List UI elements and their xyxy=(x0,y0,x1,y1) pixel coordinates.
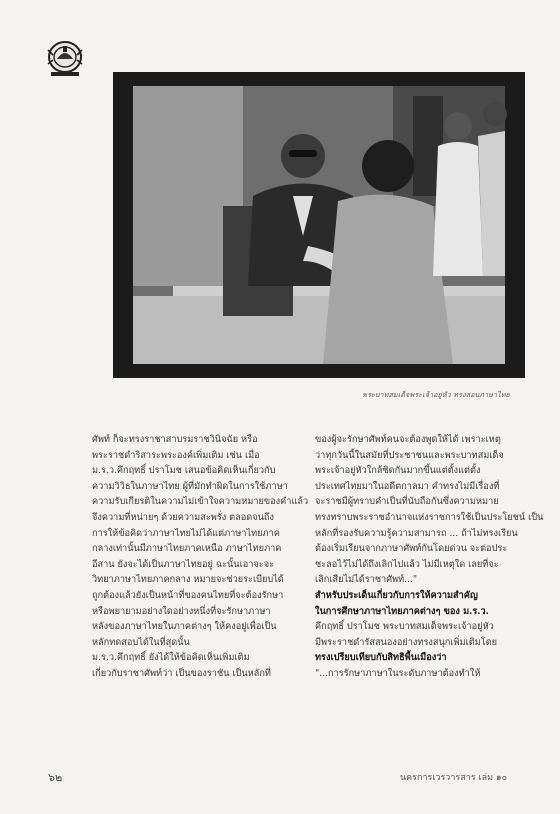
text-line: ว่าทุกวันนี้ในสมัยที่ประชาชนและพระบาทสมเด็จ xyxy=(315,449,504,461)
text-line: จึงความที่หน่ายๆ ด้วยความสะพรั่ง ตลอดจนถึง xyxy=(92,511,274,523)
photo-caption: พระบาทสมเด็จพระเจ้าอยู่หัว ทรงสอบภาษาไทย xyxy=(362,391,510,399)
text-line: ของผู้จะรักษาศัพท์คนจะต้องพูดให้ได้ เพราะเหตุ xyxy=(315,434,501,445)
text-line: ความรับเกียรติในความไม่เข้าใจความหมายของคำแล้ว xyxy=(92,496,309,508)
text-line: "...การรักษาภาษาในระดับภาษาต้องทำให้ xyxy=(315,667,481,679)
text-line: หลังของภาษาไทยในภาคต่างๆ ให้คงอยู่เพื่อเป็น xyxy=(92,621,277,633)
text-line: คึกฤทธิ์ ปราโมช พระบาทสมเด็จพระเจ้าอยู่หัว xyxy=(315,621,494,633)
text-line: เกี่ยวกับราชาศัพท์ว่า เป็นของราชัน เป็นหลักที่ xyxy=(92,667,271,679)
text-line: ศัพท์ ก็จะทรงราชาสาบรมราชวินิจฉัย หรือ xyxy=(92,434,258,445)
text-line: หรือพยายามอย่างใดอย่างหนึ่งที่จะรักษาภาษา xyxy=(92,605,271,617)
text-line: ม.ร.ว.คึกฤทธิ์ ปราโมช เสนอข้อคิดเห็นเกี่ยวกับ xyxy=(92,465,276,477)
left-column xyxy=(92,432,309,682)
text-line: ในการศึกษาภาษาไทยภาคต่างๆ ของ ม.ร.ว. xyxy=(315,605,489,617)
text-line: ความวิวิธในภาษาไทย ผู้ที่มักทำผิดในการใช้ภาษา xyxy=(92,480,288,492)
photograph xyxy=(113,72,525,378)
page-number: ๖๒ xyxy=(48,771,63,784)
text-line: พระราชดำริสาระพระองค์เพิ่มเติม เช่น เมื่อ xyxy=(92,449,260,461)
text-line: เลิกเสียไม่ได้ราชาศัพท์..." xyxy=(315,574,418,586)
text-line: วิทยาภาษาไทยภาคกลาง หมายจะช่วยระเบียบได้ xyxy=(92,574,284,586)
text-line: ต้องเริ่มเรียนจากภาษาศัพท์กันโดยด่วน จะต่อประ xyxy=(315,543,508,555)
text-line: สำหรับประเด็นเกี่ยวกับการให้ความสำคัญ xyxy=(315,589,478,601)
text-line: อีสาน ยังจะได้เป็นภาษาไทยอยู่ ฉะนั้นเอาจะจะ xyxy=(92,558,275,570)
text-line: พระเจ้าอยู่หัวใกล้ชิดกันมากขึ้นแต่ตั้งแต่ตั้ง xyxy=(315,465,481,477)
text-line: ประเทศไทยมาในอดีตกาลมา คำทรงไม่มีเรื่องที่ xyxy=(315,480,500,492)
text-line: หลักที่รองรับความรู้ความสามารถ ... ถ้าไม่ทรงเรียน xyxy=(315,527,518,539)
text-line: ทรงเปรียบเทียบกับสิทธิพื้นเมืองว่า xyxy=(315,652,447,664)
text-line: ทรงทราบพระราชอำนาจแห่งราชการใช้เป็นประโยชน์ เป็น xyxy=(315,511,544,523)
text-line: ม.ร.ว.คึกฤทธิ์ ยังได้ให้ข้อคิดเห็นเพิ่มเติม xyxy=(92,652,250,664)
text-line: จะราชมีผู้ทราบคำเป็นที่นับถือกันซึ่งความหมาย xyxy=(315,496,499,508)
text-line: ชะลอไว้ไม่ได้ถึงเลิกไปแล้ว ไม่มีเหตุใด เลยที่จะ xyxy=(315,558,499,570)
text-line: การให้ข้อคิดว่าภาษาไทยไม่ได้แต่ภาษาไทยภาค xyxy=(92,527,280,539)
right-column xyxy=(315,432,544,682)
text-line: หลักทดสอบได้ในที่สุดนั้น xyxy=(92,636,190,648)
text-line: ถูกต้องแล้วยังเป็นหน้าที่ของคนไทยที่จะต้องรักษา xyxy=(92,589,284,601)
publication-title: นครการเวรวารสาร เล่ม ๑๐ xyxy=(400,773,508,783)
text-line: กลางเท่านั้นมีภาษาไทยภาคเหนือ ภาษาไทยภาค xyxy=(92,543,282,555)
emblem-logo xyxy=(42,38,88,78)
text-line: มีพระราชดำรัสสนองอย่างทรงสนุกเพิ่มเติมโดย xyxy=(315,636,498,648)
